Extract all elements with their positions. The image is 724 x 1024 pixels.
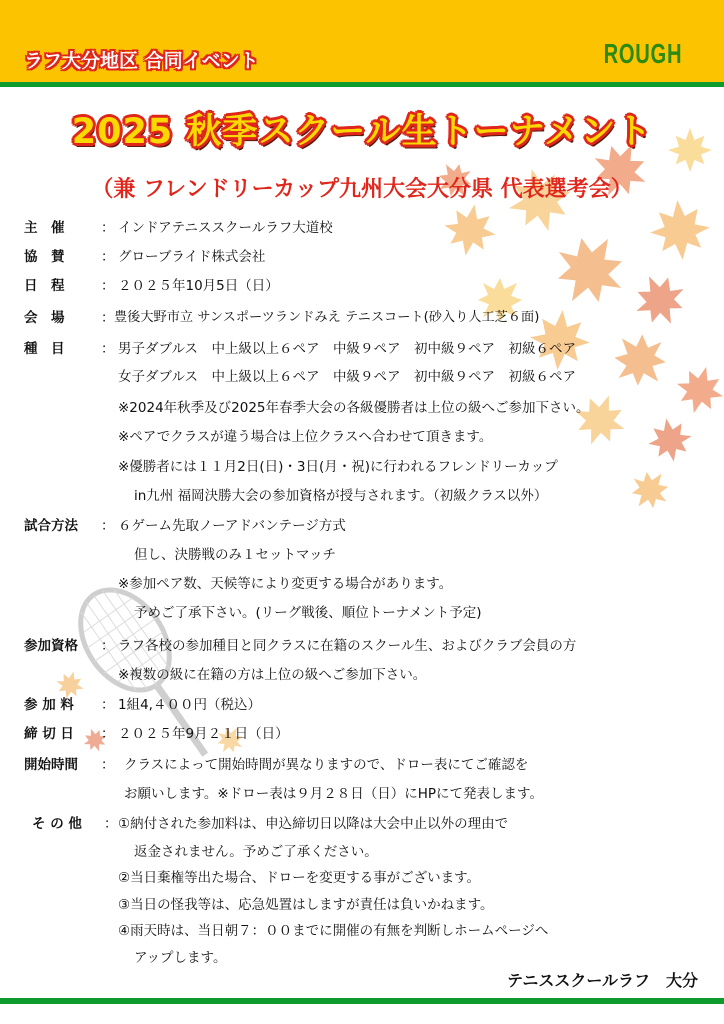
tournament-subtitle: （兼 フレンドリーカップ九州大会大分県 代表選考会）	[91, 177, 633, 202]
format-value: ６ゲーム先取ノーアドバンテージ方式	[118, 518, 346, 534]
venue-value: 豊後大野市立 サンスポーツランドみえ テニスコート(砂入り人工芝６面)	[114, 310, 540, 325]
events-sep: ：	[101, 341, 115, 357]
other-sep: ：	[104, 816, 118, 832]
eligibility-value: ラフ各校の参加種目と同クラスに在籍のスクール生、およびクラブ会員の方	[118, 638, 577, 654]
school-name: テニススクールラフ 大分	[506, 971, 698, 990]
other-item-1: ①納付された参加料は、申込締切日以降は大会中止以外の理由で	[118, 816, 509, 832]
other-label: そ の 他	[32, 816, 82, 832]
fee-sep: ：	[101, 697, 115, 713]
events-note-2: ※ペアでクラスが違う場合は上位クラスへ合わせて頂きます。	[118, 429, 493, 445]
event-category-label: ラフ大分地区 合同イベント	[24, 50, 259, 72]
venue-label: 会 場	[24, 310, 65, 326]
sponsor-sep: ：	[101, 249, 115, 265]
venue-sep: ：	[101, 310, 115, 326]
events-label: 種 目	[24, 341, 65, 357]
organizer-label: 主 催	[24, 220, 65, 236]
deadline-value: ２０２５年9月２１日（日）	[118, 726, 289, 742]
format-sep: ：	[101, 518, 115, 534]
fee-value: 1組4,４００円（税込）	[118, 697, 261, 713]
start-time-line-2: お願いします。※ドロー表は９月２８日（日）にHPにて発表します。	[124, 786, 543, 802]
footer-divider	[0, 998, 724, 1004]
organizer-value: インドアテニススクールラフ大道校	[118, 220, 333, 236]
format-label: 試合方法	[24, 518, 78, 534]
other-item-4: ④雨天時は、当日朝７：００までに開催の有無を判断しホームページへ	[118, 923, 549, 939]
other-item-2: ②当日棄権等出た場合、ドローを変更する事がございます。	[118, 870, 481, 886]
events-note-3: ※優勝者には１１月2日(日)・3日(月・祝)に行われるフレンドリーカップ	[118, 459, 558, 475]
sponsor-label: 協 賛	[24, 249, 65, 265]
date-sep: ：	[101, 278, 115, 294]
deadline-label: 締 切 日	[24, 726, 74, 742]
date-label: 日 程	[24, 278, 65, 294]
events-men: 男子ダブルス 中上級以上６ペア 中級９ペア 初中級９ペア 初級６ペア	[118, 341, 577, 357]
other-item-3: ③当日の怪我等は、応急処置はしますが責任は負いかねます。	[118, 897, 494, 913]
fee-label: 参 加 料	[24, 697, 74, 713]
deadline-sep: ：	[101, 726, 115, 742]
start-time-value: クラスによって開始時間が異なりますので、ドロー表にてご確認を	[124, 757, 529, 773]
format-line-1: 但し、決勝戦のみ１セットマッチ	[134, 547, 336, 563]
events-note-1: ※2024年秋季及び2025年春季大会の各級優勝者は上位の級へご参加下さい。	[118, 400, 590, 416]
eligibility-label: 参加資格	[24, 638, 78, 654]
organizer-sep: ：	[101, 220, 115, 236]
sponsor-value: グローブライド株式会社	[118, 249, 266, 265]
rough-logo: ROUGH	[603, 38, 682, 69]
start-time-sep: ：	[101, 757, 115, 773]
format-line-3: 予めご了承下さい。(リーグ戦後、順位トーナメント予定)	[134, 605, 482, 621]
eligibility-note: ※複数の級に在籍の方は上位の級へご参加下さい。	[118, 667, 427, 683]
events-note-4: in九州 福岡決勝大会の参加資格が授与されます。（初級クラス以外）	[134, 488, 548, 504]
events-women: 女子ダブルス 中上級以上６ペア 中級９ペア 初中級９ペア 初級６ペア	[118, 369, 577, 385]
other-item-4-cont: アップします。	[134, 950, 227, 966]
eligibility-sep: ：	[101, 638, 115, 654]
other-item-1-cont: 返金されません。予めご了承ください。	[134, 844, 378, 860]
date-value: ２０２５年10月5日（日）	[118, 278, 279, 294]
format-line-2: ※参加ペア数、天候等により変更する場合があります。	[118, 576, 453, 592]
tournament-title: 2025 秋季スクール生トーナメント	[71, 112, 653, 152]
start-time-label: 開始時間	[24, 757, 78, 773]
